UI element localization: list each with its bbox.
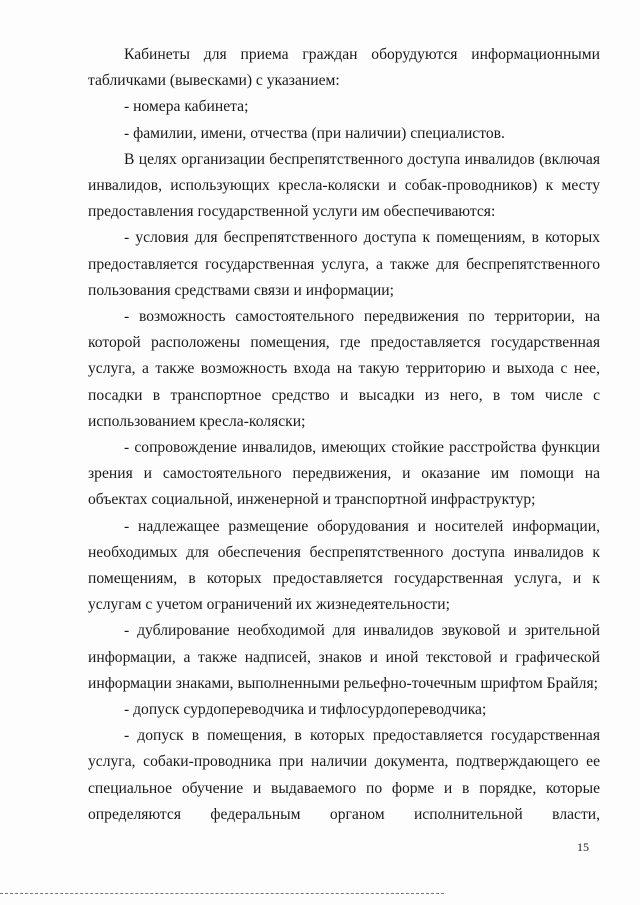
paragraph-accessibility-intro: В целях организации беспрепятственного доступа инвалидов (включая инвалидов, использующих кресла-коляски и собак-проводников) к месту предоставления государственной услуги им обеспечиваются: [88,150,600,221]
list-item-guide-dog-admission: - допуск в помещения, в которых предоставляется государственная услуга, собаки-проводника при наличии документа, подтверждающего ее специальное обучение и выдаваемого по форме и в порядке, которые определяются федеральным органом исполнительной власти, [88,727,600,823]
scan-edge-divider [0,893,444,895]
list-item-access-conditions: - условия для беспрепятственного доступа к помещениям, в которых предоставляется государственная услуга, а также для беспрепятственного пользования средствами связи и информации; [88,229,600,299]
page-number: 15 [577,840,589,854]
list-item-equipment-placement: - надлежащее размещение оборудования и носителей информации, необходимых для обеспечения беспрепятственного доступа инвалидов к помещениям, в которых предоставляется государственная услуга, и к услугам с учетом ограничений их жизнедеятельности; [88,517,600,614]
list-item-interpreter-admission: - допуск сурдопереводчика и тифлосурдопереводчика; [124,701,487,719]
list-item-braille-duplication: - дублирование необходимой для инвалидов звуковой и зрительной информации, а также надписей, знаков и иной текстовой и графической информации знаками, выполненными рельефно-точечным шрифтом Брайля; [88,622,600,692]
body-text [88,42,600,828]
list-item-specialist-names: - фамилии, имени, отчества (при наличии) специалистов. [124,124,505,142]
list-item-room-number: - номера кабинета; [124,98,249,116]
paragraph-cabinets: Кабинеты для приема граждан оборудуются информационными табличками (вывесками) с указанием: [88,46,600,90]
list-item-escort: - сопровождение инвалидов, имеющих стойкие расстройства функции зрения и самостоятельного передвижения, и оказание им помощи на объектах социальной, инженерной и транспортной инфраструктур; [88,439,600,509]
list-item-movement-possibility: - возможность самостоятельного передвижения по территории, на которой расположены помещения, где предоставляется государственная услуга, а также возможность входа на такую территорию и выхода с нее, посадки в транспортное средство и высадки из него, в том числе с использованием кресла-коляски; [88,308,600,430]
